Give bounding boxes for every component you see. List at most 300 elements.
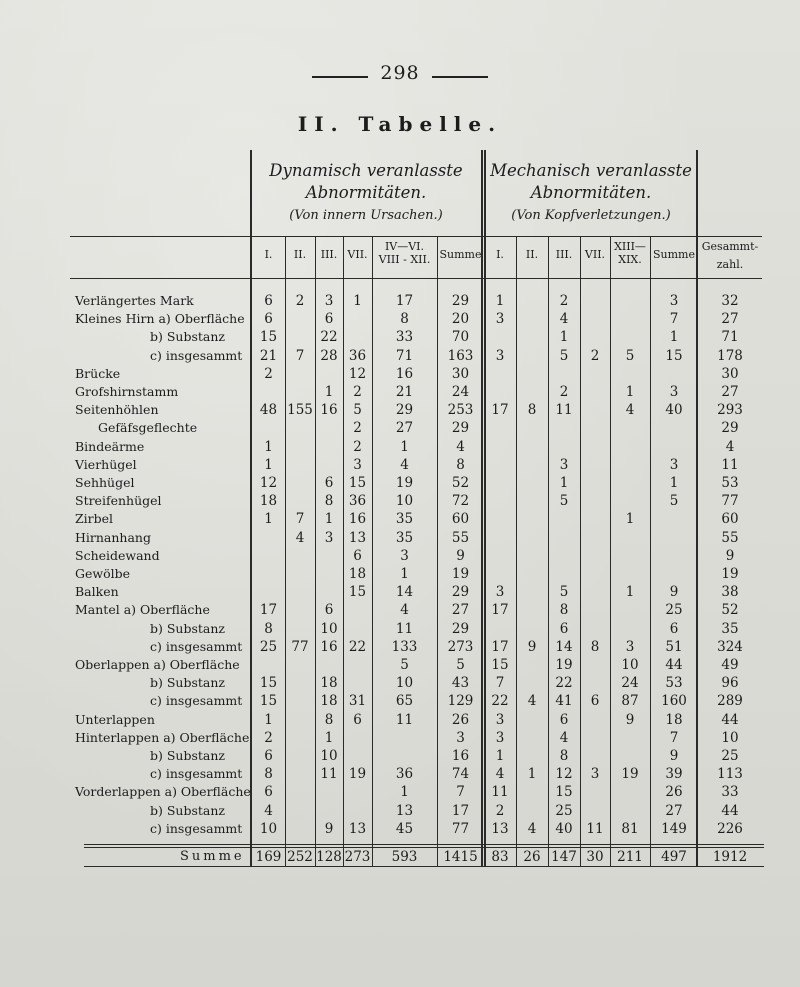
table-cell: 15 [259, 675, 278, 692]
table-cell: 77 [291, 638, 309, 655]
table-cell: 1 [324, 384, 334, 400]
table-cell: 35 [395, 511, 414, 528]
table-cell: 74 [451, 766, 470, 783]
table-cell: 155 [287, 402, 313, 419]
table-cell: 9 [625, 711, 635, 728]
group-mechanisch-subtitle: (Von Kopfverletzungen.) [511, 208, 671, 223]
table-cell: 1 [495, 748, 505, 764]
table-cell: 17 [451, 802, 470, 819]
row-label: Grofshirnstamm [75, 384, 179, 399]
table-cell: 3 [324, 529, 334, 546]
table-cell: 25 [721, 748, 739, 764]
table-cell: 7 [295, 347, 305, 364]
row-label: c) insgesammt [150, 638, 243, 654]
table-cell: 2 [264, 729, 273, 746]
row-label: b) Substanz [150, 675, 225, 691]
table-cell: 15 [348, 475, 367, 491]
total-cell: 26 [523, 849, 541, 865]
table-cell: 6 [324, 475, 334, 491]
table-cell: 1 [625, 384, 635, 400]
group-dynamisch-subtitle: (Von innern Ursachen.) [289, 208, 443, 223]
column-header [610, 240, 650, 266]
row-label: b) Substanz [150, 329, 225, 345]
table-cell: 40 [555, 820, 573, 837]
table-cell: 29 [395, 402, 414, 419]
table-row [0, 383, 800, 401]
row-label: Hirnanhang [75, 529, 151, 545]
table-cell: 40 [665, 402, 683, 419]
table-cell: 30 [721, 365, 739, 382]
table-cell: 5 [456, 657, 465, 673]
table-cell: 133 [391, 638, 418, 655]
table-cell: 3 [625, 638, 635, 655]
table-cell: 36 [348, 493, 367, 510]
group-mechanisch-line1: Mechanisch veranlasste [490, 161, 692, 180]
table-row [0, 620, 800, 638]
column-header-line: I. [264, 248, 273, 261]
total-cell: 211 [617, 849, 643, 865]
table-cell: 35 [721, 620, 739, 637]
table-cell: 5 [559, 584, 569, 601]
table-cell: 3 [669, 384, 679, 400]
table-cell: 16 [451, 748, 470, 764]
table-cell: 27 [451, 602, 470, 619]
column-header-line: I. [496, 248, 504, 261]
table-cell: 52 [451, 475, 470, 491]
row-label: Seitenhöhlen [75, 402, 159, 418]
table-cell: 44 [721, 802, 739, 819]
table-cell: 15 [348, 584, 367, 601]
row-label: c) insgesammt [150, 693, 243, 709]
table-cell: 49 [721, 657, 739, 673]
row-label: c) insgesammt [150, 820, 243, 836]
row-label: Gefäfsgeflechte [98, 420, 198, 436]
table-cell: 1 [669, 329, 679, 346]
table-cell: 3 [495, 347, 505, 364]
column-header [580, 248, 610, 261]
column-header [548, 248, 580, 261]
table-cell: 17 [491, 638, 509, 655]
table-cell: 19 [721, 566, 739, 582]
table-cell: 11 [395, 620, 414, 637]
table-cell: 10 [320, 748, 338, 764]
table-cell: 10 [721, 729, 739, 746]
table-cell: 43 [451, 675, 470, 692]
table-cell: 3 [495, 729, 505, 746]
table-row [0, 765, 800, 783]
column-header-line: III. [555, 248, 573, 261]
table-cell: 8 [264, 766, 273, 783]
table-row [0, 365, 800, 383]
table-cell: 27 [721, 384, 739, 400]
table-cell: 27 [395, 420, 414, 437]
table-cell: 1 [559, 329, 569, 346]
total-cell: 1912 [712, 849, 748, 865]
table-cell: 55 [721, 529, 739, 546]
table-cell: 24 [451, 384, 470, 400]
table-cell: 11 [555, 402, 573, 419]
table-cell: 2 [353, 420, 362, 437]
table-cell: 26 [451, 711, 470, 728]
table-cell: 4 [625, 402, 635, 419]
table-cell: 6 [590, 693, 600, 710]
row-label: b) Substanz [150, 748, 225, 763]
table-cell: 3 [456, 729, 465, 746]
table-cell: 4 [527, 820, 537, 837]
table-cell: 31 [348, 693, 367, 710]
table-cell: 27 [721, 311, 739, 328]
table-cell: 273 [447, 638, 474, 655]
table-cell: 6 [264, 748, 273, 764]
table-cell: 1 [400, 566, 409, 582]
table-cell: 6 [669, 620, 679, 637]
table-row [0, 565, 800, 583]
table-cell: 36 [348, 347, 367, 364]
table-row [0, 656, 800, 674]
table-cell: 15 [555, 784, 573, 801]
table-cell: 2 [559, 293, 569, 309]
row-label: c) insgesammt [150, 347, 243, 363]
table-cell: 11 [320, 766, 338, 783]
table-cell: 21 [259, 347, 278, 364]
column-header [372, 240, 437, 266]
column-header-line: Summe [439, 248, 482, 261]
table-cell: 87 [621, 693, 639, 710]
table-cell: 48 [259, 402, 278, 419]
table-row [0, 401, 800, 419]
summe-label: Summe [180, 849, 245, 864]
table-cell: 1 [324, 511, 334, 528]
table-cell: 72 [451, 493, 470, 510]
table-cell: 8 [590, 638, 600, 655]
table-cell: 13 [348, 820, 367, 837]
table-cell: 1 [559, 475, 569, 491]
table-cell: 4 [400, 456, 409, 473]
table-cell: 5 [669, 493, 679, 510]
table-cell: 32 [721, 293, 739, 309]
column-header-line: VII. [584, 248, 606, 261]
table-row [0, 419, 800, 437]
table-cell: 45 [395, 820, 414, 837]
table-cell: 3 [324, 293, 334, 309]
header-rule-right [432, 76, 488, 78]
total-cell: 593 [391, 849, 418, 865]
table-cell: 324 [717, 638, 743, 655]
column-header [650, 248, 698, 261]
table-cell: 51 [665, 638, 683, 655]
table-cell: 8 [559, 748, 569, 764]
table-cell: 1 [264, 438, 273, 455]
table-cell: 28 [320, 347, 338, 364]
table-cell: 70 [451, 329, 470, 346]
table-cell: 8 [456, 456, 465, 473]
table-cell: 22 [491, 693, 509, 710]
row-label: Unterlappen [75, 711, 155, 727]
table-cell: 1 [527, 766, 537, 783]
column-header [252, 248, 285, 261]
table-cell: 29 [451, 420, 470, 437]
total-cell: 169 [255, 849, 282, 865]
table-cell: 1 [264, 511, 273, 528]
table-cell: 3 [590, 766, 600, 783]
gesammtzahl-line1: Gesammt- [701, 240, 759, 253]
total-cell: 252 [287, 849, 313, 865]
row-label: Kleines Hirn a) Oberfläche [75, 311, 245, 327]
table-row [0, 692, 800, 710]
table-cell: 4 [456, 438, 465, 455]
table-cell: 6 [264, 784, 273, 801]
total-cell: 128 [316, 849, 342, 865]
table-row [0, 674, 800, 692]
table-cell: 2 [353, 438, 362, 455]
horizontal-rule [84, 866, 764, 867]
table-cell: 52 [721, 602, 739, 619]
table-cell: 4 [725, 438, 735, 455]
table-cell: 12 [259, 475, 278, 491]
table-cell: 29 [451, 620, 470, 637]
table-cell: 8 [324, 711, 334, 728]
table-cell: 13 [491, 820, 509, 837]
table-cell: 18 [348, 566, 367, 582]
table-row [0, 328, 800, 346]
table-cell: 7 [295, 511, 305, 528]
table-cell: 3 [669, 456, 679, 473]
table-row [0, 820, 800, 838]
table-cell: 2 [353, 384, 362, 400]
table-cell: 4 [295, 529, 305, 546]
total-cell: 1415 [443, 849, 478, 865]
table-row [0, 529, 800, 547]
table-cell: 27 [665, 802, 683, 819]
table-cell: 12 [348, 365, 367, 382]
table-cell: 4 [495, 766, 505, 783]
table-row [0, 729, 800, 747]
table-cell: 15 [491, 657, 509, 673]
table-cell: 41 [555, 693, 573, 710]
table-cell: 16 [348, 511, 367, 528]
total-cell: 497 [661, 849, 687, 865]
table-row [0, 456, 800, 474]
table-cell: 149 [661, 820, 687, 837]
table-cell: 38 [721, 584, 739, 601]
row-label: c) insgesammt [150, 766, 243, 782]
table-cell: 1 [625, 584, 635, 601]
table-cell: 19 [451, 566, 470, 582]
table-cell: 4 [559, 311, 569, 328]
table-cell: 18 [259, 493, 278, 510]
group-dynamisch-line1: Dynamisch veranlasste [269, 161, 463, 180]
table-cell: 60 [721, 511, 739, 528]
table-cell: 71 [721, 329, 739, 346]
table-cell: 25 [259, 638, 278, 655]
table-cell: 226 [717, 820, 743, 837]
table-cell: 77 [451, 820, 470, 837]
table-row [0, 747, 800, 765]
table-cell: 2 [559, 384, 569, 400]
table-cell: 10 [621, 657, 639, 673]
gesammtzahl-header [698, 238, 762, 274]
column-header-line: XIX. [618, 253, 642, 266]
table-cell: 113 [717, 766, 743, 783]
table-row [0, 438, 800, 456]
table-title: II. Tabelle. [297, 112, 503, 136]
table-cell: 17 [395, 293, 414, 309]
column-header-line: VII. [347, 248, 368, 261]
column-header-line: II. [293, 248, 307, 261]
table-row [0, 492, 800, 510]
table-cell: 12 [555, 766, 573, 783]
table-cell: 7 [669, 729, 679, 746]
table-cell: 9 [669, 584, 679, 601]
table-cell: 17 [259, 602, 278, 619]
table-cell: 9 [725, 547, 735, 564]
group-dynamisch-line2: Abnormitäten. [305, 183, 427, 202]
table-cell: 14 [395, 584, 414, 601]
table-cell: 5 [559, 493, 569, 510]
table-cell: 3 [669, 293, 679, 309]
group-dynamisch-title [252, 160, 480, 204]
horizontal-rule [84, 844, 764, 845]
table-cell: 3 [495, 311, 505, 328]
table-cell: 1 [324, 729, 334, 746]
row-label: Gewölbe [75, 566, 131, 581]
table-cell: 11 [491, 784, 509, 801]
row-label: Verlängertes Mark [75, 293, 194, 308]
table-cell: 129 [447, 693, 474, 710]
table-cell: 163 [447, 347, 474, 364]
table-cell: 1 [400, 438, 409, 455]
table-cell: 6 [559, 711, 569, 728]
table-cell: 17 [491, 602, 509, 619]
page-number: 298 [380, 62, 420, 84]
row-label: Vorderlappen a) Oberfläche [75, 784, 251, 800]
table-cell: 8 [400, 311, 409, 328]
total-cell: 147 [551, 849, 577, 865]
table-row [0, 510, 800, 528]
table-cell: 13 [395, 802, 414, 819]
table-cell: 25 [665, 602, 683, 619]
table-cell: 14 [555, 638, 573, 655]
table-cell: 30 [451, 365, 470, 382]
table-cell: 24 [621, 675, 639, 692]
table-row [0, 292, 800, 310]
table-row [0, 711, 800, 729]
column-header-line: III. [320, 248, 338, 261]
table-row [0, 347, 800, 365]
table-cell: 3 [495, 711, 505, 728]
table-cell: 3 [559, 456, 569, 473]
table-cell: 9 [527, 638, 537, 655]
row-label: Brücke [75, 365, 121, 381]
column-header-line: IV—VI. [384, 240, 425, 253]
table-cell: 293 [717, 402, 743, 419]
table-cell: 55 [451, 529, 470, 546]
table-cell: 1 [669, 475, 679, 491]
table-cell: 1 [625, 511, 635, 528]
table-cell: 6 [324, 602, 334, 619]
table-cell: 1 [495, 293, 505, 309]
table-cell: 1 [353, 293, 362, 309]
table-cell: 3 [495, 584, 505, 601]
table-cell: 11 [721, 456, 739, 473]
table-cell: 22 [348, 638, 367, 655]
column-header-line: Summe [653, 248, 695, 261]
table-row [0, 583, 800, 601]
table-cell: 289 [717, 693, 743, 710]
table-cell: 6 [353, 711, 362, 728]
table-cell: 3 [353, 456, 362, 473]
table-cell: 6 [353, 547, 362, 564]
row-label: b) Substanz [150, 802, 225, 818]
column-header [343, 248, 372, 261]
header-rule-left [312, 76, 368, 78]
horizontal-rule [70, 236, 762, 237]
table-cell: 53 [665, 675, 683, 692]
table-row [0, 802, 800, 820]
table-cell: 13 [348, 529, 367, 546]
table-cell: 35 [395, 529, 414, 546]
table-cell: 15 [665, 347, 683, 364]
table-cell: 10 [320, 620, 338, 637]
table-cell: 29 [451, 584, 470, 601]
table-cell: 25 [555, 802, 573, 819]
table-cell: 4 [400, 602, 409, 619]
table-cell: 53 [721, 475, 739, 491]
group-mechanisch-title [484, 160, 698, 204]
table-cell: 19 [555, 657, 573, 673]
horizontal-rule [70, 278, 762, 279]
table-cell: 11 [395, 711, 414, 728]
row-label: Hinterlappen a) Oberfläche [75, 729, 250, 745]
row-label: Balken [75, 584, 119, 600]
table-cell: 6 [559, 620, 569, 637]
table-cell: 15 [259, 693, 278, 710]
column-header-line: VIII - XII. [378, 253, 431, 266]
column-header [484, 248, 516, 261]
table-row [0, 474, 800, 492]
table-cell: 18 [665, 711, 683, 728]
row-label: Zirbel [75, 511, 114, 527]
table-cell: 4 [527, 693, 537, 710]
table-cell: 33 [721, 784, 739, 801]
table-cell: 96 [721, 675, 739, 692]
table-cell: 39 [665, 766, 683, 783]
table-cell: 6 [324, 311, 334, 328]
table-cell: 9 [456, 547, 465, 564]
column-header [437, 248, 484, 261]
table-cell: 81 [621, 820, 639, 837]
total-cell: 83 [491, 849, 509, 865]
table-cell: 29 [721, 420, 739, 437]
table-cell: 11 [586, 820, 604, 837]
gesammtzahl-line2: zahl. [716, 258, 744, 271]
table-cell: 15 [259, 329, 278, 346]
table-cell: 16 [320, 638, 338, 655]
table-cell: 20 [451, 311, 470, 328]
row-label: Oberlappen a) Oberfläche [75, 657, 240, 672]
table-cell: 2 [295, 293, 305, 309]
table-cell: 44 [721, 711, 739, 728]
table-cell: 9 [669, 748, 679, 764]
table-cell: 36 [395, 766, 414, 783]
table-cell: 77 [721, 493, 739, 510]
table-cell: 16 [395, 365, 414, 382]
table-cell: 8 [559, 602, 569, 619]
table-cell: 26 [665, 784, 683, 801]
table-cell: 10 [395, 493, 414, 510]
table-cell: 6 [264, 293, 273, 309]
table-cell: 33 [395, 329, 414, 346]
